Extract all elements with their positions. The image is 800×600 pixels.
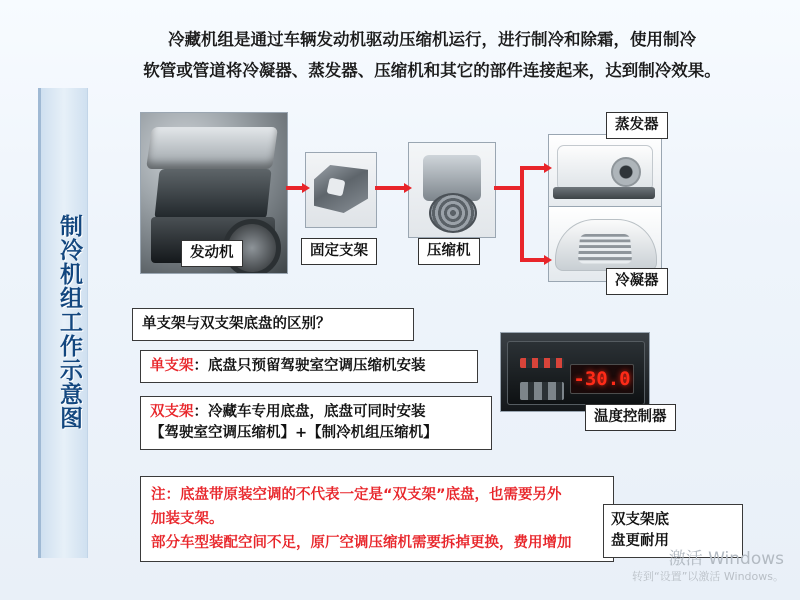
evaporator-photo xyxy=(548,134,662,208)
evaporator-photo-base xyxy=(553,187,655,199)
note-line-2: 加装支架。 xyxy=(151,511,224,527)
windows-activation-watermark xyxy=(632,550,784,586)
caption-controller: 温度控制器 xyxy=(585,404,676,431)
evaporator-photo-fan xyxy=(611,157,641,187)
connector-bracket-to-compressor xyxy=(375,186,406,190)
controller-photo-panel xyxy=(507,341,645,405)
answer-dual-bracket-line-1 xyxy=(150,402,482,423)
caption-evaporator: 蒸发器 xyxy=(606,112,668,139)
answer-single-bracket-tag: 单支架 xyxy=(150,358,194,374)
note-line-1: 注：底盘带原装空调的不代表一定是“双支架”底盘，也需要另外 xyxy=(151,487,562,503)
connector-vertical-bus xyxy=(520,166,524,262)
answer-single-bracket xyxy=(140,350,478,383)
answer-single-bracket-text: 底盘只预留驾驶室空调压缩机安装 xyxy=(208,358,426,374)
question-box: 单支架与双支架底盘的区别？ xyxy=(132,308,414,341)
controller-indicator-leds xyxy=(520,358,564,368)
watermark-line-2: 转到“设置”以激活 Windows。 xyxy=(632,570,784,583)
arrow-to-condenser xyxy=(544,255,552,265)
caption-condenser: 冷凝器 xyxy=(606,268,668,295)
answer-dual-bracket xyxy=(140,396,492,450)
vertical-title: 制冷机组工作示意图 xyxy=(56,214,82,430)
condenser-photo-grille xyxy=(578,234,633,263)
answer-dual-bracket-text: 冷藏车专用底盘，底盘可同时安装 xyxy=(208,404,426,420)
controller-display-value: -30.0 xyxy=(570,364,634,394)
caption-compressor: 压缩机 xyxy=(418,238,480,265)
bracket-photo xyxy=(305,152,377,228)
note-line-3: 部分车型装配空间不足，原厂空调压缩机需要拆掉更换，费用增加 xyxy=(151,535,572,551)
answer-dual-bracket-tag: 双支架 xyxy=(150,404,194,420)
header-line-1: 冷藏机组是通过车辆发动机驱动压缩机运行，进行制冷和除霜，使用制冷 xyxy=(168,30,696,49)
engine-photo-part-mid xyxy=(154,169,271,219)
compressor-photo xyxy=(408,142,496,238)
arrow-bracket-to-compressor xyxy=(404,183,412,193)
arrow-engine-to-bracket xyxy=(302,183,310,193)
answer-dual-bracket-separator: ： xyxy=(193,404,208,420)
engine-photo-part-top xyxy=(146,127,278,169)
arrow-to-evaporator xyxy=(544,163,552,173)
answer-dual-bracket-line-2: 【驾驶室空调压缩机】+【制冷机组压缩机】 xyxy=(150,425,438,441)
compressor-photo-pulley xyxy=(429,193,477,233)
bracket-photo-hole xyxy=(327,178,346,197)
header-paragraph xyxy=(96,24,768,86)
answer-single-bracket-separator: ： xyxy=(193,358,208,374)
watermark-line-1: 激活 Windows xyxy=(668,549,784,569)
controller-photo xyxy=(500,332,650,412)
controller-buttons xyxy=(520,382,564,400)
header-line-2: 软管或管道将冷凝器、蒸发器、压缩机和其它的部件连接起来，达到制冷效果。 xyxy=(143,61,721,80)
note-box xyxy=(140,476,614,562)
caption-engine: 发动机 xyxy=(181,240,243,267)
dual-bracket-note-line-1: 双支架底 xyxy=(611,512,669,528)
dual-bracket-note-line-2: 盘更耐用 xyxy=(611,533,669,549)
caption-bracket: 固定支架 xyxy=(301,238,377,265)
